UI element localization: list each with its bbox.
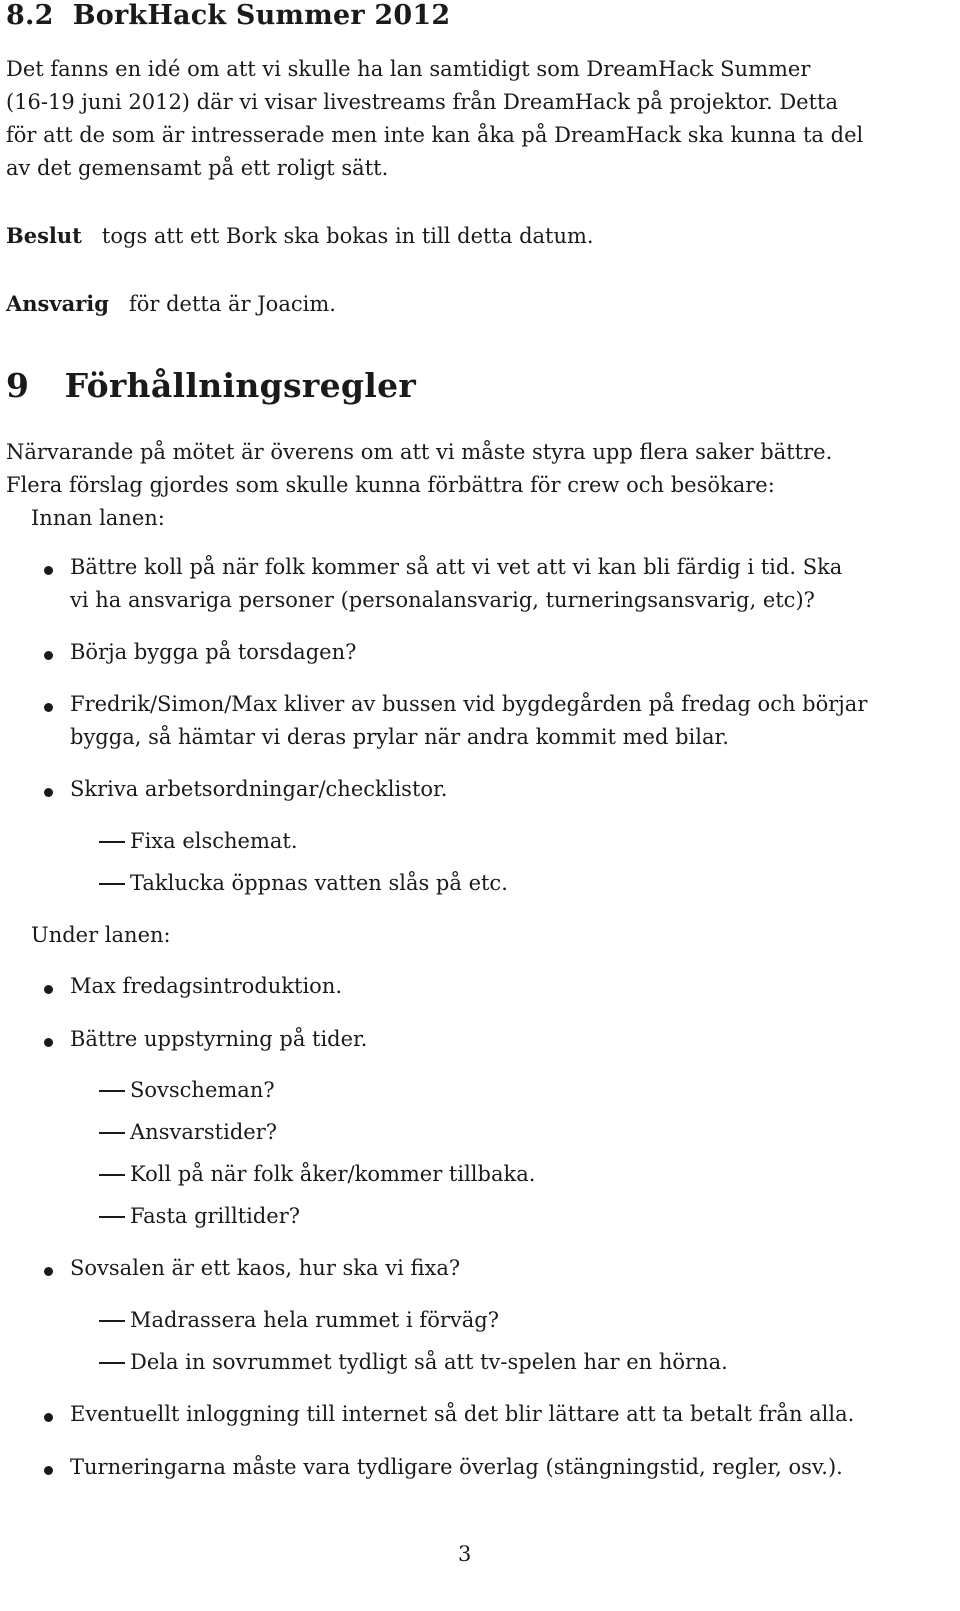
responsible-label: Ansvarig	[6, 291, 109, 316]
sub-list-item: Taklucka öppnas vatten slås på etc.	[130, 871, 508, 895]
section-heading	[6, 366, 416, 405]
sub-list-item: Sovscheman?	[130, 1078, 275, 1102]
decision-label: Beslut	[6, 223, 82, 248]
dash-icon	[99, 1320, 125, 1322]
list-item: Sovsalen är ett kaos, hur ska vi fixa?	[70, 1256, 461, 1280]
list-item: Fredrik/Simon/Max kliver av bussen vid bygdegården på fredag och börjar	[70, 692, 868, 716]
bullet-icon	[44, 1466, 53, 1475]
sub-list-item: Ansvarstider?	[130, 1120, 277, 1144]
list-heading-during: Under lanen:	[31, 923, 171, 947]
decision-line	[6, 219, 594, 253]
dash-icon	[99, 1174, 125, 1176]
list-item: Turneringarna måste vara tydligare överlag (stängningstid, regler, osv.).	[70, 1455, 843, 1479]
list-item: Börja bygga på torsdagen?	[70, 640, 357, 664]
responsible-line	[6, 287, 336, 321]
list-item-continuation: bygga, så hämtar vi deras prylar när andra kommit med bilar.	[70, 725, 729, 749]
sub-list-item: Dela in sovrummet tydligt så att tv-spelen har en hörna.	[130, 1350, 728, 1374]
paragraph-line: Närvarande på mötet är överens om att vi måste styra upp flera saker bättre.	[6, 440, 833, 464]
paragraph-line: (16-19 juni 2012) där vi visar livestreams från DreamHack på projektor. Detta	[6, 90, 839, 114]
sub-list-item: Madrassera hela rummet i förväg?	[130, 1308, 499, 1332]
section-title: Förhållningsregler	[64, 366, 417, 405]
list-heading-before: Innan lanen:	[31, 506, 165, 530]
paragraph-line: Flera förslag gjordes som skulle kunna förbättra för crew och besökare:	[6, 473, 775, 497]
bullet-icon	[44, 1413, 53, 1422]
paragraph-line: av det gemensamt på ett roligt sätt.	[6, 156, 389, 180]
section-number: 9	[6, 366, 30, 405]
list-item: Eventuellt inloggning till internet så det blir lättare att ta betalt från alla.	[70, 1402, 855, 1426]
sub-list-item: Fasta grilltider?	[130, 1204, 301, 1228]
decision-text: togs att ett Bork ska bokas in till detta datum.	[101, 224, 594, 248]
bullet-icon	[44, 703, 53, 712]
dash-icon	[99, 841, 125, 843]
sub-list-item: Koll på när folk åker/kommer tillbaka.	[130, 1162, 536, 1186]
sub-list-item: Fixa elschemat.	[130, 829, 298, 853]
paragraph-line: för att de som är intresserade men inte kan åka på DreamHack ska kunna ta del	[6, 123, 864, 147]
list-item: Bättre uppstyrning på tider.	[70, 1027, 368, 1051]
section-title: BorkHack Summer 2012	[72, 0, 451, 31]
dash-icon	[99, 1362, 125, 1364]
dash-icon	[99, 1132, 125, 1134]
list-item: Skriva arbetsordningar/checklistor.	[70, 777, 448, 801]
section-number: 8.2	[6, 0, 54, 31]
bullet-icon	[44, 788, 53, 797]
dash-icon	[99, 1216, 125, 1218]
bullet-icon	[44, 566, 53, 575]
bullet-icon	[44, 1038, 53, 1047]
responsible-text: för detta är Joacim.	[128, 292, 336, 316]
bullet-icon	[44, 985, 53, 994]
list-item-continuation: vi ha ansvariga personer (personalansvarig, turneringsansvarig, etc)?	[70, 588, 815, 612]
dash-icon	[99, 883, 125, 885]
section-heading	[6, 0, 450, 31]
dash-icon	[99, 1090, 125, 1092]
list-item: Max fredagsintroduktion.	[70, 974, 343, 998]
bullet-icon	[44, 1267, 53, 1276]
paragraph-line: Det fanns en idé om att vi skulle ha lan samtidigt som DreamHack Summer	[6, 57, 811, 81]
page-number: 3	[458, 1542, 472, 1566]
list-item: Bättre koll på när folk kommer så att vi vet att vi kan bli färdig i tid. Ska	[70, 555, 843, 579]
bullet-icon	[44, 651, 53, 660]
